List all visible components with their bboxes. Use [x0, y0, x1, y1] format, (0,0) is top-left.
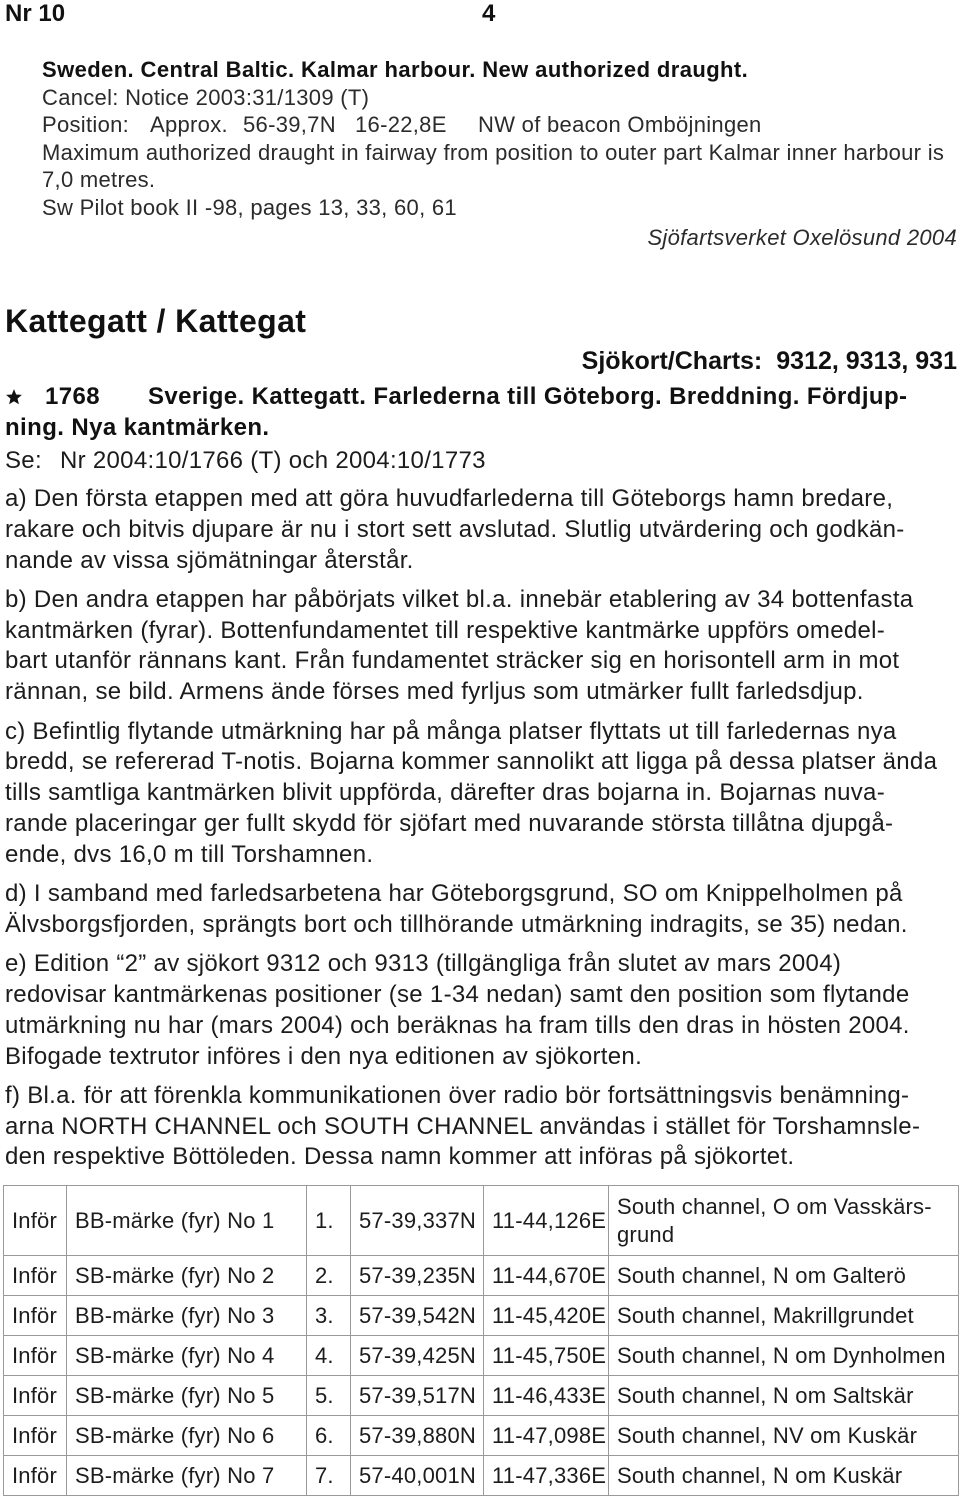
cell-latitude: 57-39,235N [351, 1256, 484, 1296]
cell-action: Inför [4, 1336, 67, 1376]
paragraph-line: Bifogade textrutor införes i den nya editionen av sjökorten. [5, 1042, 643, 1070]
paragraph-line: kantmärken (fyrar). Bottenfundamentet till respektive kantmärke uppförs omedel- [5, 616, 886, 644]
position-label: Position: [42, 112, 130, 137]
position-row [42, 111, 944, 139]
notice-title-line: ning. Nya kantmärken. [5, 414, 270, 441]
paragraph-line: rännan, se bild. Armens ände förses med fyrljus som utmärker fullt farledsdjup. [5, 678, 864, 706]
table-row [4, 1296, 959, 1336]
cell-number: 1. [307, 1186, 351, 1256]
paragraph-e [5, 949, 937, 1072]
charts-label: Sjökort/Charts: [581, 347, 763, 375]
paragraph-line: d) I samband med farledsarbetena har Göteborgsgrund, SO om Knippelholmen på [5, 880, 903, 908]
pilot-book-reference: Sw Pilot book II -98, pages 13, 33, 60, 61 [42, 194, 457, 220]
cell-location: South channel, N om Dynholmen [609, 1336, 959, 1376]
cancel-line: Cancel: Notice 2003:31/1309 (T) [42, 84, 370, 110]
cell-longitude: 11-47,336E [484, 1456, 609, 1496]
table-row [4, 1336, 959, 1376]
notice-1768-header [5, 381, 907, 443]
paragraph-f [5, 1081, 937, 1173]
cell-latitude: 57-40,001N [351, 1456, 484, 1496]
cell-location: South channel, N om Saltskär [609, 1376, 959, 1416]
notice-body [5, 484, 937, 1182]
cell-longitude: 11-46,433E [484, 1376, 609, 1416]
cell-longitude: 11-45,420E [484, 1296, 609, 1336]
cell-number: 5. [307, 1376, 351, 1416]
cell-longitude: 11-44,670E [484, 1256, 609, 1296]
cell-action: Inför [4, 1416, 67, 1456]
cell-mark: BB-märke (fyr) No 1 [67, 1186, 307, 1256]
paragraph-line: a) Den första etappen med att göra huvudfarlederna till Göteborgs hamn bredare, [5, 485, 894, 512]
cell-latitude: 57-39,337N [351, 1186, 484, 1256]
paragraph-line: arna NORTH CHANNEL och SOUTH CHANNEL användas i stället för Torshamnsle- [5, 1112, 921, 1140]
cell-action: Inför [4, 1186, 67, 1256]
table-row [4, 1416, 959, 1456]
cell-action: Inför [4, 1256, 67, 1296]
cell-latitude: 57-39,880N [351, 1416, 484, 1456]
notice-number: 1768 [45, 383, 100, 410]
paragraph-line: redovisar kantmärkenas positioner (se 1-34 nedan) samt den position som flytande [5, 980, 910, 1008]
cell-number: 4. [307, 1336, 351, 1376]
cell-action: Inför [4, 1456, 67, 1496]
cell-mark: SB-märke (fyr) No 4 [67, 1336, 307, 1376]
notice-text-line: 7,0 metres. [42, 167, 156, 192]
cell-mark: SB-märke (fyr) No 2 [67, 1256, 307, 1296]
table-row [4, 1456, 959, 1496]
notice-title: Sweden. Central Baltic. Kalmar harbour. New authorized draught. [42, 57, 749, 82]
cell-latitude: 57-39,542N [351, 1296, 484, 1336]
cell-location: South channel, N om Galterö [609, 1256, 959, 1296]
paragraph-line: e) Edition “2” av sjökort 9312 och 9313 (tillgängliga från slutet av mars 2004) [5, 950, 842, 978]
see-references: Nr 2004:10/1766 (T) och 2004:10/1773 [60, 447, 486, 474]
table-row [4, 1256, 959, 1296]
cell-action: Inför [4, 1296, 67, 1336]
paragraph-line: ende, dvs 16,0 m till Torshamnen. [5, 840, 374, 868]
paragraph-d [5, 879, 937, 941]
cell-number: 6. [307, 1416, 351, 1456]
cell-mark: SB-märke (fyr) No 7 [67, 1456, 307, 1496]
paragraph-line: f) Bl.a. för att förenkla kommunikationen över radio bör fortsättningsvis benämning- [5, 1081, 910, 1109]
cell-location: South channel, O om Vasskärs- grund [609, 1186, 959, 1256]
cell-action: Inför [4, 1376, 67, 1416]
paragraph-line: den respektive Böttöleden. Dessa namn kommer att införas på sjökortet. [5, 1143, 795, 1171]
table-row [4, 1376, 959, 1416]
cell-mark: BB-märke (fyr) No 3 [67, 1296, 307, 1336]
paragraph-line: Älvsborgsfjorden, sprängts bort och tillhörande utmärkning indragits, se 35) nedan. [5, 910, 908, 938]
cell-number: 2. [307, 1256, 351, 1296]
paragraph-line: tills samtliga kantmärken blivit uppförda, därefter dras bojarna in. Bojarnas nuva- [5, 779, 885, 807]
notice-kalmar [42, 56, 944, 221]
cell-longitude: 11-47,098E [484, 1416, 609, 1456]
notice-text-line: Maximum authorized draught in fairway from position to outer part Kalmar inner harbour is [42, 139, 945, 165]
cell-mark: SB-märke (fyr) No 6 [67, 1416, 307, 1456]
paragraph-b [5, 585, 937, 708]
charts-line [582, 346, 957, 376]
see-label: Se: [5, 447, 42, 474]
cell-latitude: 57-39,517N [351, 1376, 484, 1416]
issue-number: Nr 10 [5, 0, 66, 27]
position-longitude: 16-22,8E [355, 112, 447, 137]
paragraph-a [5, 484, 937, 576]
paragraph-line: nande av vissa sjömätningar återstår. [5, 546, 414, 574]
paragraph-line: utmärkning nu har (mars 2004) och beräknas ha fram tills den dras in hösten 2004. [5, 1011, 910, 1039]
paragraph-c [5, 717, 937, 871]
paragraph-line: bredd, se refererad T-notis. Bojarna kommer sannolikt att ligga på dessa platser ända [5, 748, 938, 776]
star-icon [5, 381, 45, 412]
position-latitude: 56-39,7N [243, 112, 336, 137]
paragraph-line: rakare och bitvis djupare är nu i stort sett avslutad. Slutlig utvärdering och godkän- [5, 515, 905, 543]
cell-location: South channel, N om Kuskär [609, 1456, 959, 1496]
notice-title-line: Sverige. Kattegatt. Farlederna till Göteborg. Breddning. Fördjup- [148, 383, 908, 410]
section-title: Kattegatt / Kattegat [5, 303, 307, 339]
paragraph-line: rande placeringar ger fullt skydd för sjöfart med nuvarande största tillåtna djupgå- [5, 809, 894, 837]
notice-title-row [5, 381, 907, 412]
cell-location: South channel, Makrillgrundet [609, 1296, 959, 1336]
cell-number: 3. [307, 1296, 351, 1336]
paragraph-line: bart utanför rännans kant. Från fundamentet sträcker sig en horisontell arm in mot [5, 647, 900, 675]
source-signature: Sjöfartsverket Oxelösund 2004 [647, 225, 957, 250]
cell-longitude: 11-45,750E [484, 1336, 609, 1376]
paragraph-line: c) Befintlig flytande utmärkning har på många platser flyttats ut till farledernas nya [5, 717, 897, 745]
marks-table [3, 1185, 959, 1496]
table-row [4, 1186, 959, 1256]
page-number: 4 [482, 0, 496, 27]
cell-mark: SB-märke (fyr) No 5 [67, 1376, 307, 1416]
position-description: NW of beacon Omböjningen [478, 112, 762, 137]
cell-number: 7. [307, 1456, 351, 1496]
paragraph-line: b) Den andra etappen har påbörjats vilket bl.a. innebär etablering av 34 bottenfasta [5, 585, 914, 613]
cell-latitude: 57-39,425N [351, 1336, 484, 1376]
marks-table-body [4, 1186, 959, 1496]
see-also-line [5, 446, 486, 476]
cell-longitude: 11-44,126E [484, 1186, 609, 1256]
position-qualifier: Approx. [150, 112, 228, 137]
charts-value: 9312, 9313, 931 [776, 347, 957, 375]
cell-location: South channel, NV om Kuskär [609, 1416, 959, 1456]
